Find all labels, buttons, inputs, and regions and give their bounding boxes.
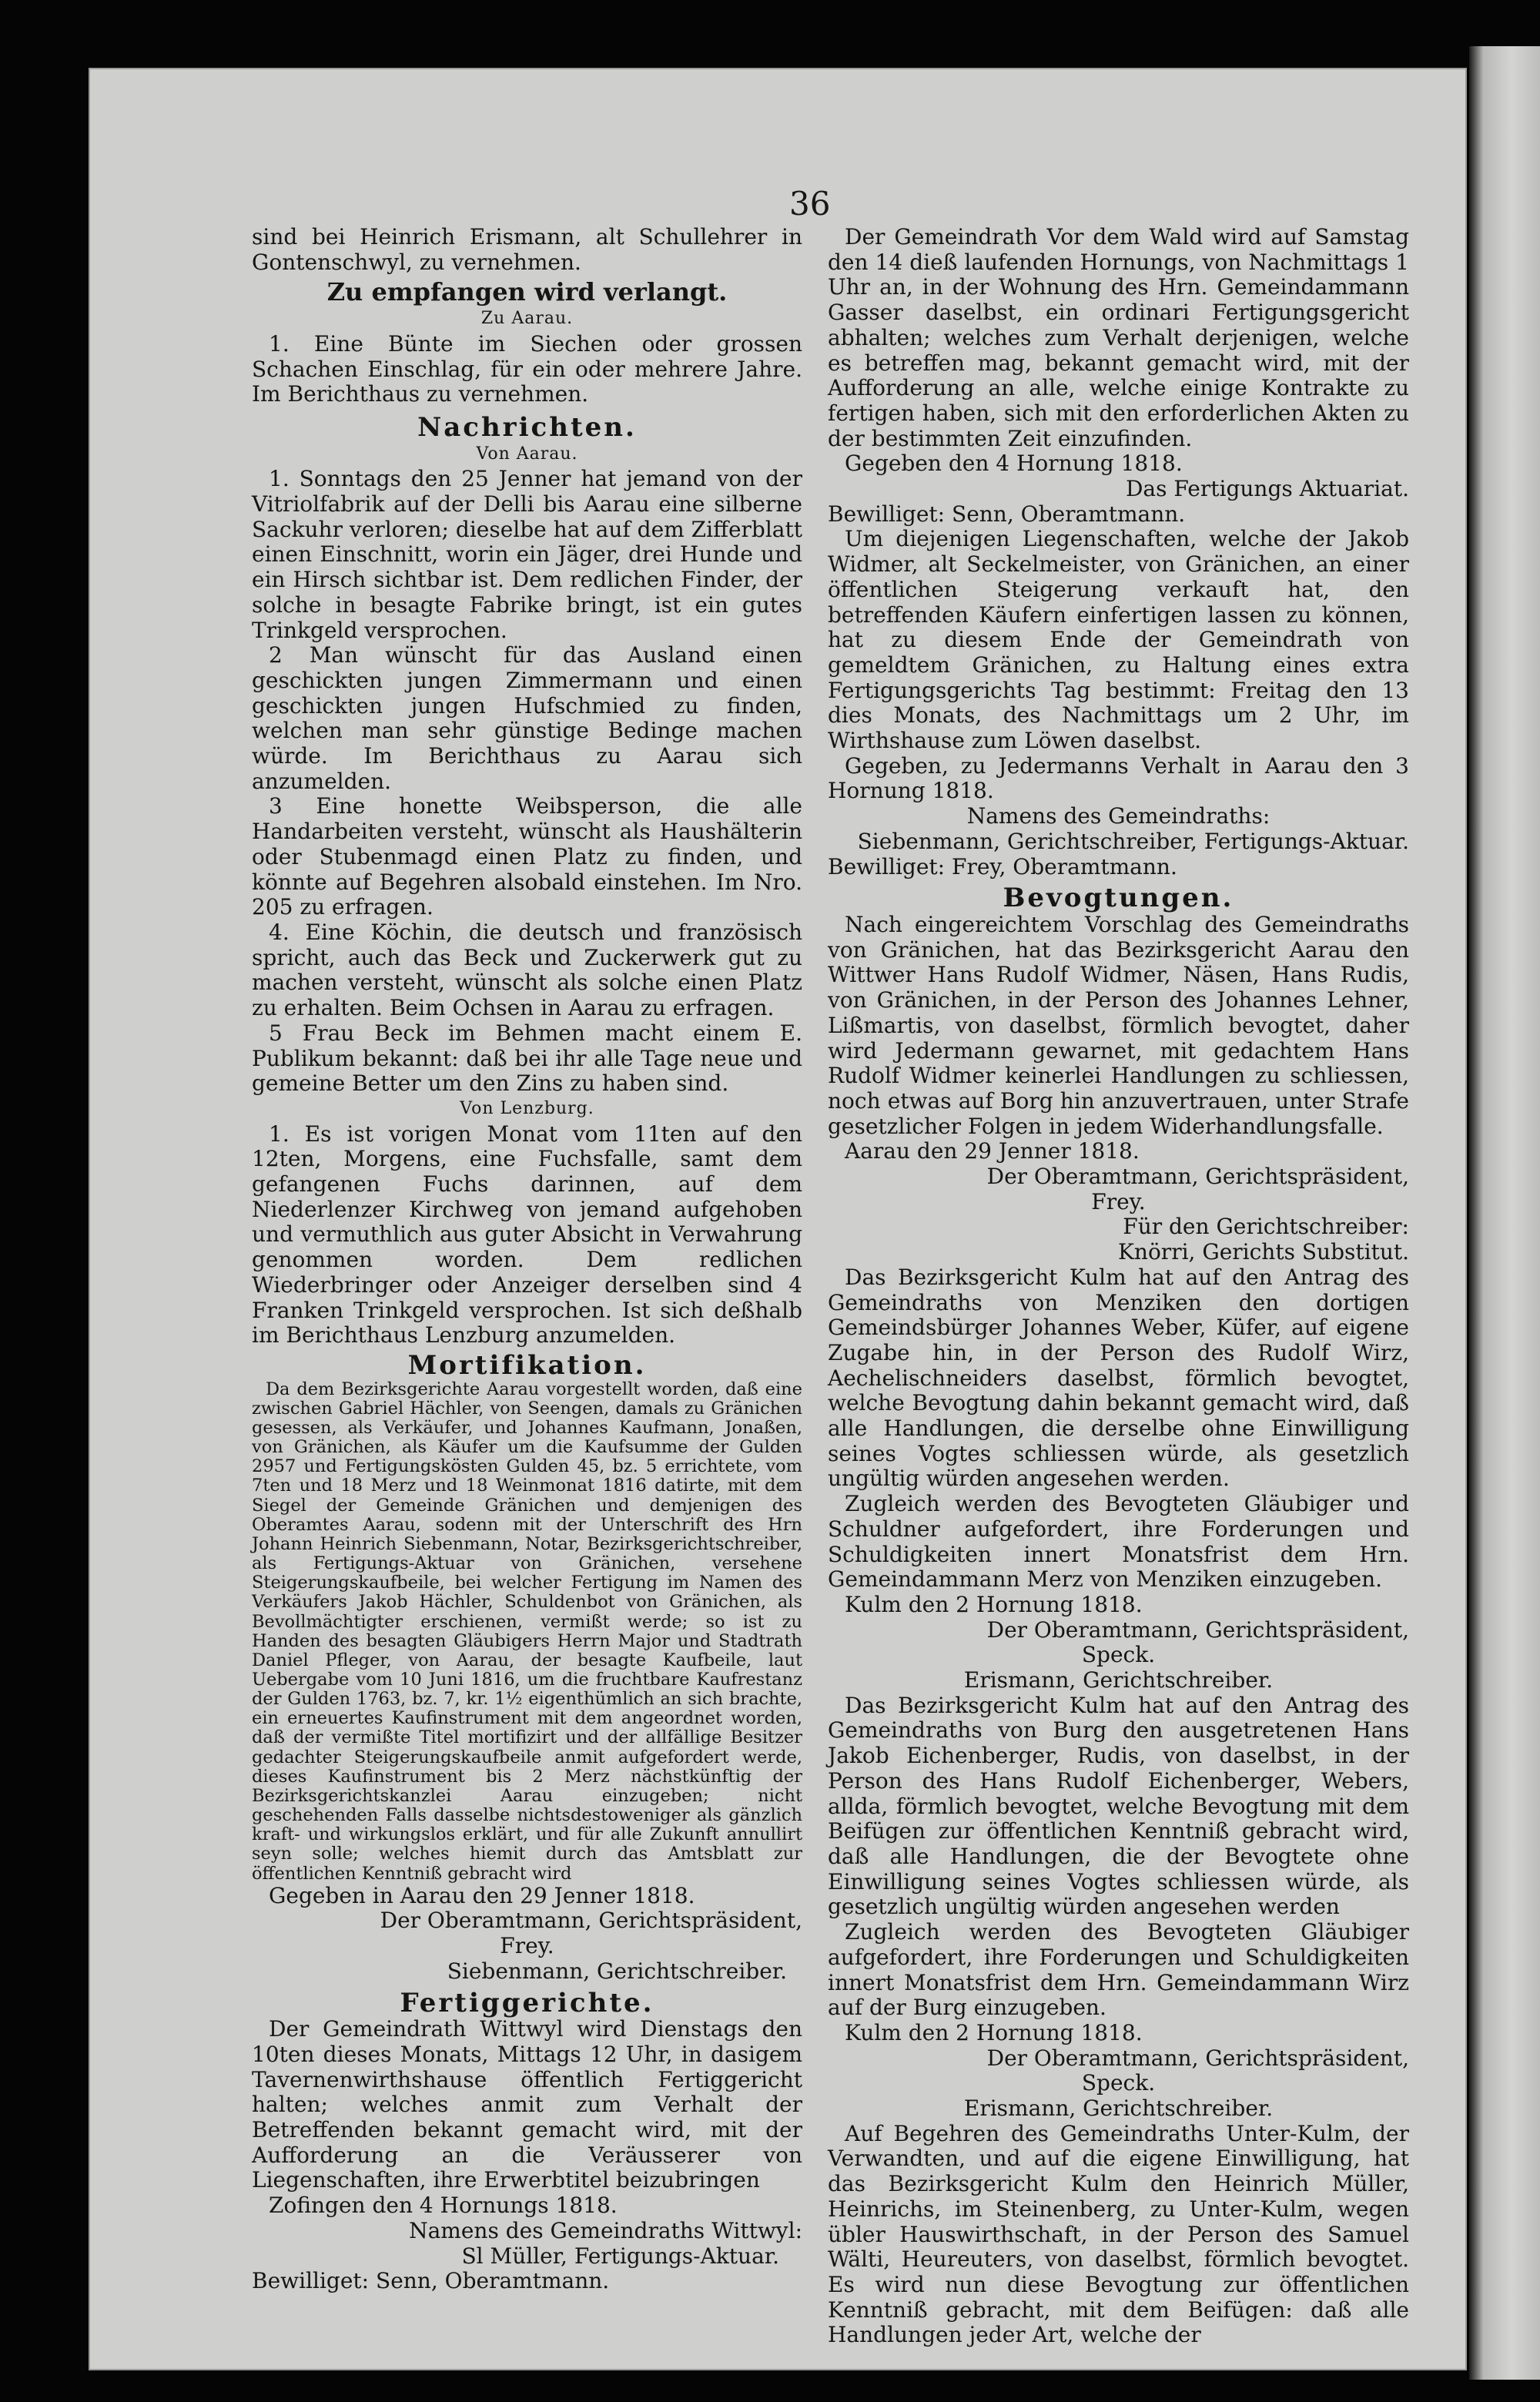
bevogtung-1-sig-4: Knörri, Gerichts Substitut.	[1118, 1239, 1409, 1265]
bevogtung-2-date: Kulm den 2 Hornung 1818.	[845, 1591, 1143, 1617]
bevogtung-2-sig-3: Erismann, Gerichtschreiber.	[963, 1667, 1274, 1693]
mortifikation-sig-1: Der Oberamtmann, Gerichtspräsident,	[380, 1908, 802, 1934]
bevogtung-2: Das Bezirksgericht Kulm hat auf den Antrag des Gemeindraths von Menziken den dortigen Gemeindsbürger Johannes Weber, Küfer, auf eigene Zugabe hin, in der Person des Rudolf Wirz, Aechelischneiders daselbst, förmlich bevogtet, welche Bevogtung dahin bekannt gemacht wird, daß alle Handlungen, die derselbe ohne Einwilligung seines Vogtes schliessen würde, als gesetzlich ungültig würden angesehen werden.	[828, 1264, 1409, 1492]
mortifikation-sig-2: Frey.	[500, 1933, 554, 1959]
nachricht-3: 3 Eine honette Weibsperson, die alle Handarbeiten versteht, wünscht als Haushälterin oder Stubenmagd einen Platz zu finden, und könnte auf Begehren alsobald einstehen. Im Nro. 205 zu erfragen.	[252, 793, 802, 920]
nachricht-1: 1. Sonntags den 25 Jenner hat jemand von der Vitriolfabrik auf der Delli bis Aarau eine silberne Sackuhr verloren; dieselbe hat auf dem Zifferblatt einen Einschnitt, worin ein Jäger, drei Hunde und ein Hirsch sichtbar ist. Dem redlichen Finder, der solche in besagte Fabrike bringt, ist ein gutes Trinkgeld versprochen.	[252, 466, 802, 643]
fertig-3: Um diejenigen Liegenschaften, welche der Jakob Widmer, alt Seckelmeister, von Gränichen, an einer öffentlichen Steigerung verkauft hat, den betreffenden Käufern einfertigen lassen zu können, hat zu diesem Ende der Gemeindrath von gemeldtem Gränichen, zu Haltung eines extra Fertigungsgerichts Tag bestimmt: Freitag den 13 dies Monats, des Nachmittags um 2 Uhr, im Wirthshause zum Löwen daselbst.	[828, 526, 1409, 754]
aarau-place: Von Aarau.	[476, 444, 578, 464]
verlangt-item-1: 1. Eine Bünte im Siechen oder grossen Schachen Einschlag, für ein oder mehrere Jahre. Im Berichthaus zu vernehmen.	[252, 330, 802, 407]
bevogtung-1: Nach eingereichtem Vorschlag des Gemeindraths von Gränichen, hat das Bezirksgericht Aarau den Wittwer Hans Rudolf Widmer, Näsen, Hans Rudis, von Gränichen, in der Person des Johannes Lehner, Lißmartis, von daselbst, förmlich bevogtet, daher wird Jedermann gewarnet, mit gedachtem Hans Rudolf Widmer keinerlei Handlungen zu schliessen, noch etwas auf Borg hin anzuvertrauen, unter Strafe gesetzlicher Folgen in jedem Widerhandlungsfalle.	[828, 911, 1409, 1139]
mortifikation-sig-3: Siebenmann, Gerichtschreiber.	[447, 1958, 787, 1984]
nachricht-4: 4. Eine Köchin, die deutsch und französisch spricht, auch das Beck und Zuckerwerk gut zu machen versteht, wünscht als solche einen Platz zu erhalten. Beim Ochsen in Aarau zu erfragen.	[252, 919, 802, 1021]
bevogtung-3-sig-2: Speck.	[1081, 2070, 1156, 2096]
bevogtung-3b: Zugleich werden des Bevogteten Gläubiger aufgefordert, ihre Forderungen und Schuldigkeiten innert Monatsfrist dem Hrn. Gemeindammann Wirz auf der Burg einzugeben.	[828, 1919, 1409, 2021]
fertig-3-sig-1: Namens des Gemeindraths:	[966, 803, 1270, 829]
adjacent-page-edge	[1469, 46, 1540, 2380]
verlangt-heading: Zu empfangen wird verlangt.	[326, 277, 728, 307]
bevogtung-1-sig-2: Frey.	[1091, 1188, 1146, 1214]
bevogtung-3-sig-3: Erismann, Gerichtschreiber.	[963, 2095, 1274, 2122]
fertig-1-sig-3: Bewilliget: Senn, Oberamtmann.	[252, 2268, 610, 2294]
fertig-1-sig-1: Namens des Gemeindraths Wittwyl:	[409, 2217, 802, 2243]
mortifikation-text: Da dem Bezirksgerichte Aarau vorgestellt worden, daß eine zwischen Gabriel Hächler, von Seengen, damals zu Gränichen gesessen, als Verkäufer, und Johannes Kaufmann, Jonaßen, von Gränichen, als Käufer um die Kaufsumme der Gulden 2957 und Fertigungskösten Gulden 45, bz. 5 errichtete, vom 7ten und 18 Merz und 18 Weinmonat 1816 datirte, mit dem Siegel der Gemeinde Gränichen und demjenigen des Oberamtes Aarau, sodenn mit der Unterschrift des Hrn Johann Heinrich Siebenmann, Notar, Bezirksgerichtschreiber, als Fertigungs-Aktuar von Gränichen, versehene Steigerungskaufbeile, bei welcher Fertigung im Namen des Verkäufers Jakob Hächler, Schuldenbot von Gränichen, als Bevollmächtigter erschienen, vermißt werde; so ist zu Handen des besagten Gläubigers Herrn Major und Stadtrath Daniel Pfleger, von Aarau, der besagte Kaufbeile, laut Uebergabe vom 10 Juni 1816, um die fruchtbare Kaufrestanz der Gulden 1763, bz. 7, kr. 1½ eigenthümlich an sich brachte, ein erneuertes Kaufinstrument mit dem angeordnet worden, daß der vermißte Titel mortifizirt und der allfällige Besitzer gedachter Steigerungskaufbeile anmit aufgefordert werde, dieses Kaufinstrument bis 2 Merz nächstkünftig der Bezirksgerichtskanzlei Aarau einzugeben; nicht geschehenden Falls dasselbe nichtsdestoweniger als gänzlich kraft- und wirkungslos erklärt, und für alle Zukunft annullirt seyn solle; welches hiemit durch das Amtsblatt zur öffentlichen Kenntniß gebracht wird	[252, 1379, 802, 1884]
nachrichten-heading: Nachrichten.	[417, 411, 637, 443]
fertiggerichte-heading: Fertiggerichte.	[400, 1987, 654, 2018]
bevogtung-2b: Zugleich werden des Bevogteten Gläubiger und Schuldner aufgefordert, ihre Forderungen und Schuldigkeiten innert Monatsfrist dem Hrn. Gemeindammann Merz von Menziken einzugeben.	[828, 1491, 1409, 1593]
fertig-1-sig-2: Sl Müller, Fertigungs-Aktuar.	[461, 2243, 779, 2269]
page-number: 36	[789, 185, 831, 223]
fertig-2-date: Gegeben den 4 Hornung 1818.	[845, 451, 1183, 477]
nachricht-5: 5 Frau Beck im Behmen macht einem E. Publikum bekannt: daß bei ihr alle Tage neue und gemeine Better um den Zins zu haben sind.	[252, 1020, 802, 1097]
fertig-3-sig-3: Bewilliget: Frey, Oberamtmann.	[828, 853, 1177, 879]
mortifikation-block	[252, 1380, 802, 1884]
fertig-2: Der Gemeindrath Vor dem Wald wird auf Samstag den 14 dieß laufenden Hornungs, von Nachmittags 1 Uhr an, in der Wohnung des Hrn. Gemeindammann Gasser daselbst, ein ordinari Fertigungsgericht abhalten; welches zum Verhalt derjenigen, welche es betreffen mag, bekannt gemacht wird, mit der Aufforderung an alle, welche einige Kontrakte zu fertigen haben, sich mit den erforderlichen Akten zu der bestimmten Zeit einzufinden.	[828, 224, 1409, 451]
right-column	[828, 225, 1409, 2348]
bevogtung-1-sig-3: Für den Gerichtschreiber:	[1123, 1214, 1409, 1240]
bevogtung-2-sig-2: Speck.	[1081, 1642, 1156, 1668]
fertig-3-date: Gegeben, zu Jedermanns Verhalt in Aarau den 3 Hornung 1818.	[828, 752, 1409, 804]
verlangt-place: Zu Aarau.	[480, 309, 574, 329]
bevogtung-4: Auf Begehren des Gemeindraths Unter-Kulm, der Verwandten, und auf die eigene Einwilligung, hat das Bezirksgericht Kulm den Heinrich Müller, Heinrichs, im Steinenberg, zu Unter-Kulm, wegen übler Hauswirthschaft, in der Person des Samuel Wälti, Heureuters, von daselbst, förmlich bevogtet. Es wird nun diese Bevogtung zur öffentlichen Kenntniß gebracht, mit dem Beifügen: daß alle Handlungen jeder Art, welche der	[828, 2120, 1409, 2348]
fertig-1: Der Gemeindrath Wittwyl wird Dienstags den 10ten dieses Monats, Mittags 12 Uhr, in dasigem Tavernenwirthshause öffentlich Fertiggericht halten; welches anmit zum Verhalt der Betreffenden bekannt gemacht wird, mit der Aufforderung an die Veräusserer von Liegenschaften, ihre Erwerbtitel beizubringen	[252, 2016, 802, 2193]
bevogtung-3-date: Kulm den 2 Hornung 1818.	[845, 2019, 1143, 2045]
bevogtung-2-sig-1: Der Oberamtmann, Gerichtspräsident,	[986, 1616, 1409, 1643]
fertig-3-sig-2: Siebenmann, Gerichtschreiber, Fertigungs-Aktuar.	[857, 828, 1409, 854]
lenzburg-1: 1. Es ist vorigen Monat vom 11ten auf den 12ten, Morgens, eine Fuchsfalle, samt dem gefangenen Fuchs darinnen, auf dem Niederlenzer Kirchweg von jemand aufgehoben und vermuthlich aus guter Absicht in Verwahrung genommen worden. Dem redlichen Wiederbringer oder Anzeiger derselben sind 4 Franken Trinkgeld versprochen. Ist sich deßhalb im Berichthaus Lenzburg anzumelden.	[252, 1121, 802, 1348]
mortifikation-date: Gegeben in Aarau den 29 Jenner 1818.	[269, 1882, 695, 1908]
intro-text: sind bei Heinrich Erismann, alt Schullehrer in Gontenschwyl, zu vernehmen.	[252, 224, 802, 275]
mortifikation-heading: Mortifikation.	[407, 1349, 647, 1381]
bevogtung-1-sig-1: Der Oberamtmann, Gerichtspräsident,	[986, 1164, 1409, 1190]
bevogtung-3: Das Bezirksgericht Kulm hat auf den Antrag des Gemeindraths von Burg den ausgetretenen Hans Jakob Eichenberger, Rudis, von daselbst, in der Person des Hans Rudolf Eichenberger, Webers, allda, förmlich bevogtet, welche Bevogtung mit dem Beifügen zur öffentlichen Kenntniß gebracht wird, daß alle Handlungen, die der Bevogtete ohne Einwilligung seines Vogtes schliessen würde, als gesetzlich ungültig würden angesehen werden	[828, 1692, 1409, 1920]
lenzburg-place: Von Lenzburg.	[460, 1098, 594, 1118]
fertig-1-date: Zofingen den 4 Hornungs 1818.	[269, 2193, 618, 2219]
bevogtung-3-sig-1: Der Oberamtmann, Gerichtspräsident,	[986, 2045, 1409, 2071]
nachricht-2: 2 Man wünscht für das Ausland einen geschickten jungen Zimmermann und einen geschickten jungen Hufschmied zu finden, welchen man sehr günstige Bedinge machen würde. Im Berichthaus zu Aarau sich anzumelden.	[252, 642, 802, 794]
fertig-2-sig-1: Das Fertigungs Aktuariat.	[1125, 476, 1409, 502]
left-column	[252, 225, 802, 2294]
bevogtungen-heading: Bevogtungen.	[1003, 883, 1234, 914]
bevogtung-1-date: Aarau den 29 Jenner 1818.	[845, 1138, 1140, 1164]
fertig-2-sig-2: Bewilliget: Senn, Oberamtmann.	[828, 501, 1186, 527]
